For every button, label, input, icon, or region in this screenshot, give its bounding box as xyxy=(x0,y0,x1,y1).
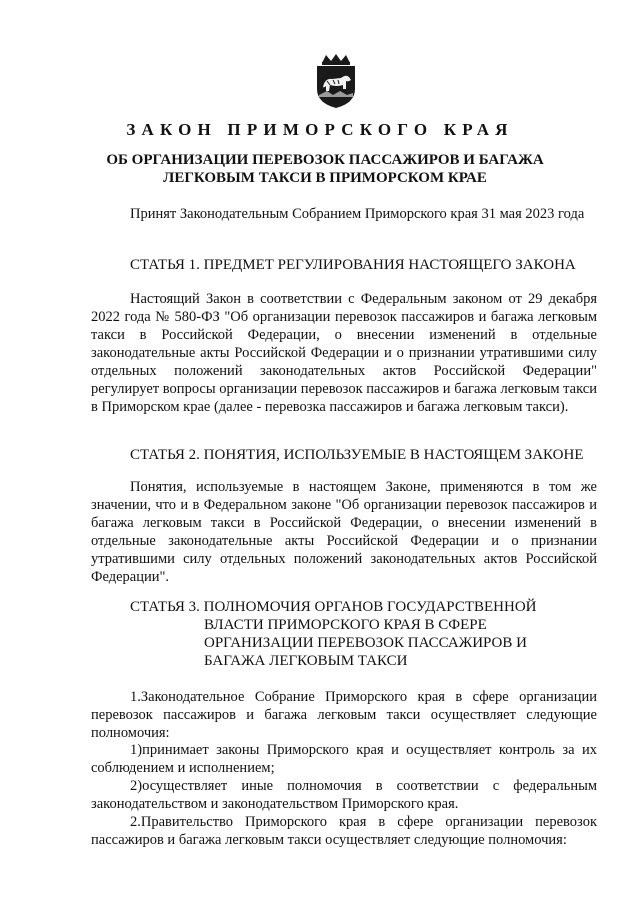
article-3-heading-line-4: БАГАЖА ЛЕГКОВЫМ ТАКСИ xyxy=(204,653,408,669)
article-1-text: Настоящий Закон в соответствии с Федеральным законом от 29 декабря 2022 года № 580-ФЗ "Об организации перевозок пассажиров и багажа легковым такси в Российской Федерации, о внесении изменений в отдельные законодательные акты Российской Федерации и о признании утратившими силу отдельных положений законодательных актов Российской Федерации" регулирует вопросы организации перевозок пассажиров и багажа легковым такси в Приморском крае (далее - перевозка пассажиров и багажа легковым такси). xyxy=(91,291,597,415)
article-3-item-2: 2)осуществляет иные полномочия в соответствии с федеральным законодательством и законодательством Приморского края. xyxy=(91,778,597,812)
adoption-statement: Принят Законодательным Собранием Приморского края 31 мая 2023 года xyxy=(130,206,585,222)
law-title: ЗАКОН ПРИМОРСКОГО КРАЯ xyxy=(126,120,514,139)
coat-of-arms-icon xyxy=(313,53,359,109)
article-3-part-1: 1.Законодательное Собрание Приморского края в сфере организации перевозок пассажиров и багажа легковым такси осуществляет следующие полномочия: xyxy=(91,689,597,741)
article-3-heading-line-1: СТАТЬЯ 3. ПОЛНОМОЧИЯ ОРГАНОВ ГОСУДАРСТВЕННОЙ xyxy=(130,599,537,615)
article-3-part-2: 2.Правительство Приморского края в сфере организации перевозок пассажиров и багажа легковым такси осуществляет следующие полномочия: xyxy=(91,814,597,848)
article-3-heading xyxy=(130,598,590,670)
article-3-heading-line-3: ОРГАНИЗАЦИИ ПЕРЕВОЗОК ПАССАЖИРОВ И xyxy=(204,635,527,651)
article-2-text: Понятия, используемые в настоящем Законе, применяются в том же значении, что и в Федеральном законе "Об организации перевозок пассажиров и багажа легковым такси в Российской Федерации, о внесении изменений в отдельные законодательные акты Российской Федерации и о признании утратившими силу отдельных положений законодательных актов Российской Федерации". xyxy=(91,479,597,585)
article-3-heading-line-2: ВЛАСТИ ПРИМОРСКОГО КРАЯ В СФЕРЕ xyxy=(204,617,487,633)
law-subtitle: ОБ ОРГАНИЗАЦИИ ПЕРЕВОЗОК ПАССАЖИРОВ И БАГАЖА ЛЕГКОВЫМ ТАКСИ В ПРИМОРСКОМ КРАЕ xyxy=(106,152,544,186)
article-1-heading: СТАТЬЯ 1. ПРЕДМЕТ РЕГУЛИРОВАНИЯ НАСТОЯЩЕГО ЗАКОНА xyxy=(130,257,576,273)
article-2-heading: СТАТЬЯ 2. ПОНЯТИЯ, ИСПОЛЬЗУЕМЫЕ В НАСТОЯЩЕМ ЗАКОНЕ xyxy=(130,447,584,463)
article-3-item-1: 1)принимает законы Приморского края и осуществляет контроль за их соблюдением и исполнением; xyxy=(91,742,597,776)
